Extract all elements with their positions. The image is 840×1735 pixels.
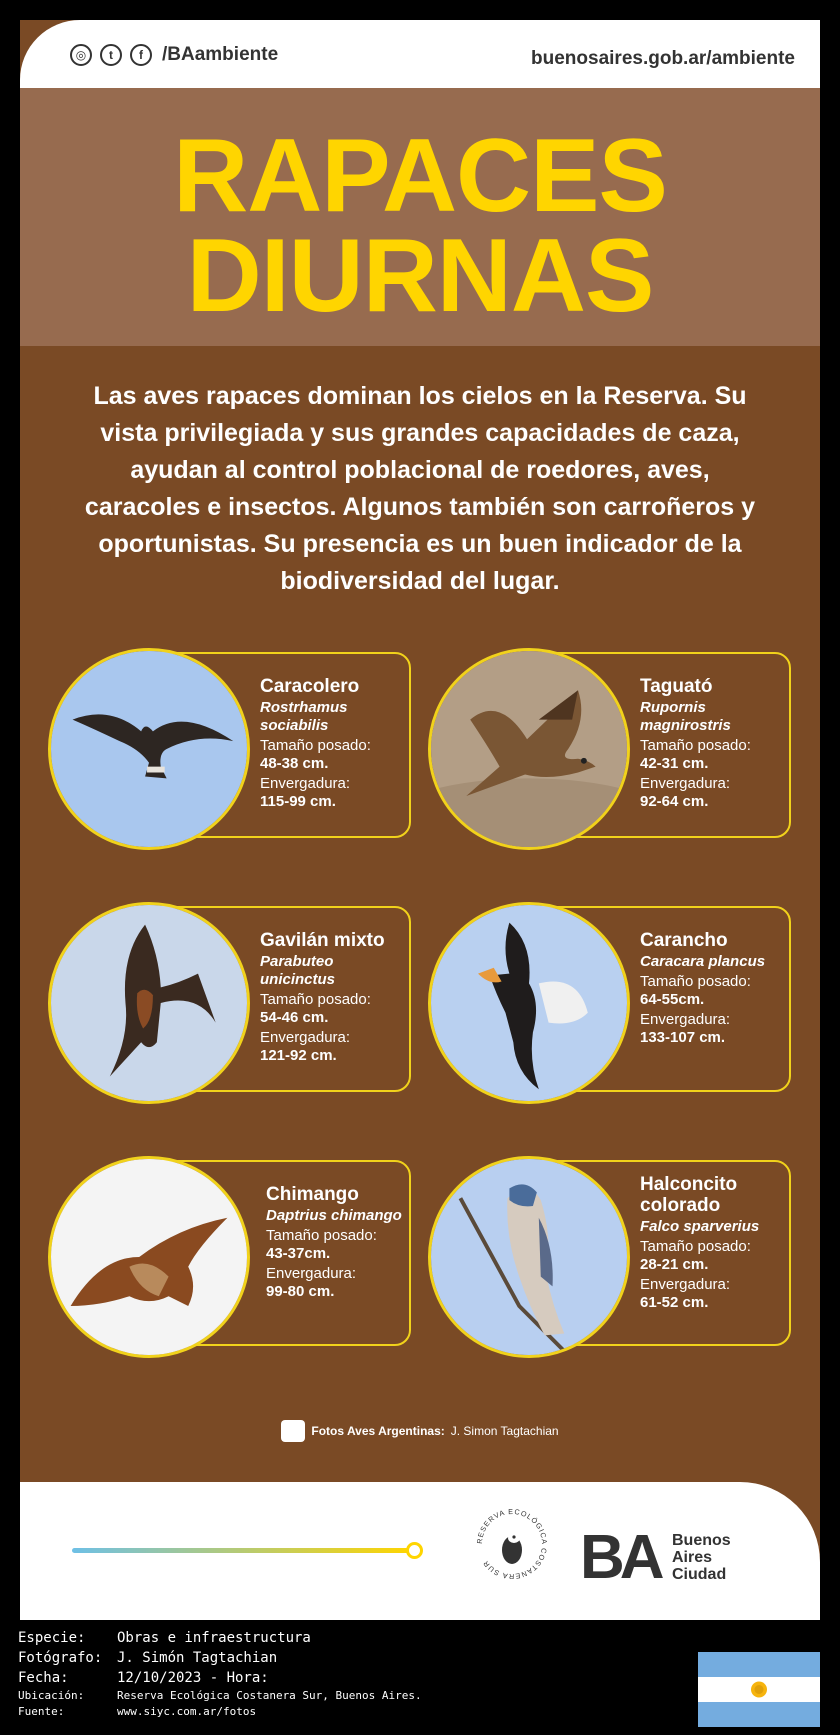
page-title [20, 118, 820, 334]
reserva-ecologica-logo [472, 1504, 552, 1584]
wingspan-value: 115-99 cm. [260, 793, 336, 810]
wingspan-value: 92-64 cm. [640, 793, 709, 810]
credit-label: Fotos Aves Argentinas: [311, 1424, 445, 1438]
metadata-key: Fuente: [18, 1705, 65, 1718]
wingspan-value: 99-80 cm. [266, 1283, 335, 1300]
size-label: Tamaño posado: [640, 973, 751, 990]
photo-metadata [18, 1628, 422, 1720]
ba-logo-text: BA [580, 1528, 660, 1580]
bird-card [48, 902, 413, 1104]
wingspan-label: Envergadura: [266, 1265, 357, 1282]
wingspan-label: Envergadura: [640, 775, 731, 792]
bird-info [640, 1174, 790, 1312]
bird-scientific-name: Rostrhamus sociabilis [260, 699, 348, 734]
reserve-logo-text: RESERVA ECOLÓGICA COSTANERA SUR [474, 1506, 550, 1582]
size-label: Tamaño posado: [266, 1227, 377, 1244]
bird-photo [48, 648, 250, 850]
bird-info [640, 676, 790, 811]
credit-author: J. Simon Tagtachian [450, 1424, 559, 1438]
bird-info [266, 1184, 416, 1301]
bird-name: Gavilán mixto [260, 930, 385, 951]
size-value: 54-46 cm. [260, 1009, 329, 1026]
metadata-value: www.siyc.com.ar/fotos [117, 1705, 257, 1718]
metadata-key: Ubicación: [18, 1689, 85, 1702]
metadata-row [18, 1628, 422, 1648]
bird-scientific-name: Falco sparverius [640, 1218, 760, 1235]
metadata-key: Especie: [18, 1630, 86, 1646]
line-end-dot [406, 1542, 423, 1559]
argentina-flag-icon [698, 1652, 820, 1727]
bird-name: Carancho [640, 930, 728, 951]
size-value: 43-37cm. [266, 1245, 331, 1262]
bird-scientific-name: Daptrius chimango [266, 1207, 402, 1224]
bird-photo [428, 1156, 630, 1358]
metadata-row [18, 1668, 422, 1688]
bird-photo [428, 648, 630, 850]
wingspan-label: Envergadura: [260, 1029, 351, 1046]
wingspan-value: 61-52 cm. [640, 1294, 709, 1311]
metadata-value: Reserva Ecológica Costanera Sur, Buenos Aires. [117, 1689, 422, 1702]
bird-card [428, 648, 793, 850]
website-link[interactable]: buenosaires.gob.ar/ambiente [531, 48, 795, 69]
bird-scientific-name: Parabuteo unicinctus [260, 953, 336, 988]
ba-line-3: Ciudad [672, 1566, 727, 1583]
gradient-line [72, 1548, 412, 1553]
facebook-icon[interactable]: f [130, 44, 152, 66]
poster [20, 20, 820, 1620]
bird-card [428, 1156, 793, 1358]
bird-info [260, 930, 410, 1065]
halconcito-colorado-photo [431, 1159, 627, 1355]
ba-ciudad-text [672, 1532, 731, 1583]
size-label: Tamaño posado: [260, 991, 371, 1008]
metadata-row [18, 1648, 422, 1668]
size-label: Tamaño posado: [260, 737, 371, 754]
caracolero-photo [51, 651, 247, 847]
size-label: Tamaño posado: [640, 1238, 751, 1255]
metadata-value: 12/10/2023 - Hora: [117, 1670, 269, 1686]
bird-name: Taguató [640, 676, 713, 697]
bird-name: Caracolero [260, 676, 360, 697]
ba-line-2: Aires [672, 1549, 713, 1566]
gavilan-mixto-photo [51, 905, 247, 1101]
bird-photo [428, 902, 630, 1104]
bird-name: Halconcito colorado [640, 1174, 738, 1216]
aves-argentinas-logo-icon [281, 1420, 305, 1442]
bird-info [260, 676, 410, 811]
bird-photo [48, 902, 250, 1104]
size-value: 64-55cm. [640, 991, 705, 1008]
wingspan-value: 121-92 cm. [260, 1047, 337, 1064]
bird-card [48, 648, 413, 850]
bird-card [428, 902, 793, 1104]
photo-credit [20, 1420, 820, 1442]
size-label: Tamaño posado: [640, 737, 751, 754]
metadata-value: Obras e infraestructura [117, 1630, 311, 1646]
wingspan-label: Envergadura: [260, 775, 351, 792]
metadata-row [18, 1688, 422, 1704]
bird-info [640, 930, 790, 1047]
twitter-icon[interactable]: t [100, 44, 122, 66]
title-banner [20, 88, 820, 346]
ba-line-1: Buenos [672, 1532, 731, 1549]
chimango-photo [51, 1159, 247, 1355]
bird-scientific-name: Caracara plancus [640, 953, 766, 970]
header-bar [20, 20, 820, 88]
ba-logo [580, 1528, 675, 1580]
bird-name: Chimango [266, 1184, 359, 1205]
intro-paragraph: Las aves rapaces dominan los cielos en la Reserva. Su vista privilegiada y sus grandes capacidades de caza, ayudan al control poblacional de roedores, aves, caracoles e insectos. Algunos también son carroñeros y oportunistas. Su presencia es un buen indicador de la biodiversidad del lugar. [84, 382, 756, 595]
instagram-icon[interactable]: ◎ [70, 44, 92, 66]
wingspan-label: Envergadura: [640, 1276, 731, 1293]
metadata-key: Fecha: [18, 1670, 69, 1686]
metadata-key: Fotógrafo: [18, 1650, 103, 1666]
social-links [70, 44, 278, 66]
footer-bar [20, 1482, 820, 1620]
social-handle[interactable]: /BAambiente [162, 44, 279, 65]
metadata-value: J. Simón Tagtachian [117, 1650, 278, 1666]
size-value: 28-21 cm. [640, 1256, 709, 1273]
bird-card [48, 1156, 413, 1358]
size-value: 42-31 cm. [640, 755, 709, 772]
taguato-photo [431, 651, 627, 847]
bird-photo [48, 1156, 250, 1358]
wingspan-value: 133-107 cm. [640, 1029, 726, 1046]
metadata-row [18, 1704, 422, 1720]
size-value: 48-38 cm. [260, 755, 329, 772]
title-line-2: DIURNAS [186, 218, 654, 334]
wingspan-label: Envergadura: [640, 1011, 731, 1028]
title-line-1: RAPACES [173, 118, 667, 234]
carancho-photo [431, 905, 627, 1101]
bird-scientific-name: Rupornis magnirostris [640, 699, 731, 734]
